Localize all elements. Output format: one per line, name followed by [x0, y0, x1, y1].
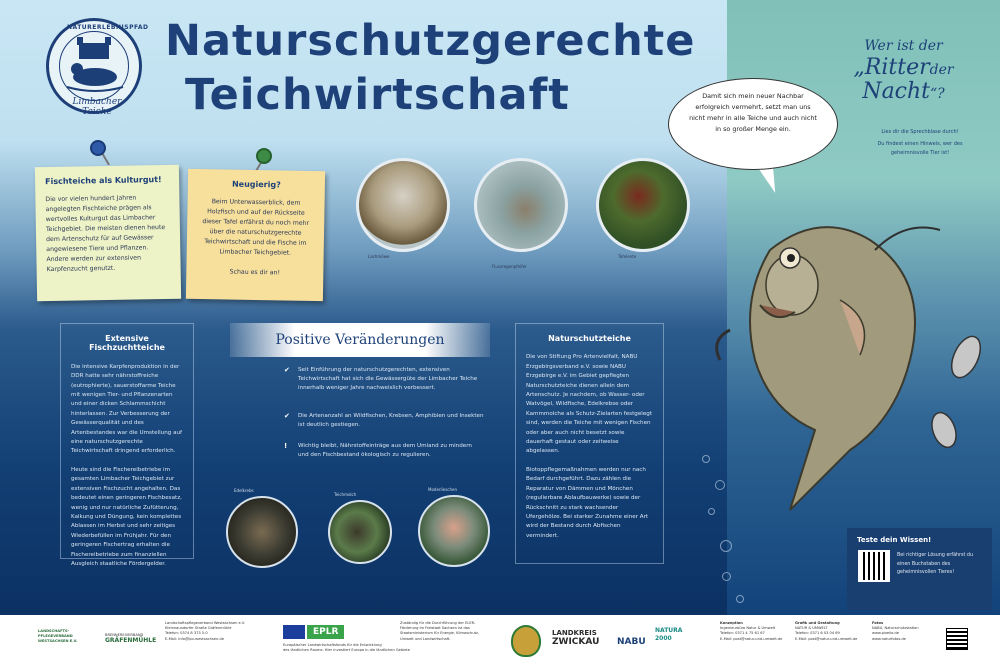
note-neugierig — [186, 169, 325, 301]
footer-text: Zuständig für die Durchführung der ELER- — [400, 621, 476, 625]
landkreis-zwickau-logo — [552, 629, 599, 647]
photo-caption: Flussregenpfeifer — [492, 264, 527, 269]
footer-text: www.naturfotos.de — [872, 636, 906, 641]
footer-text: Förderung im Freistaat Sachsen ist das — [400, 626, 470, 631]
box-naturschutz-paragraph-2: Biotoppflegemaßnahmen werden nur nach Bedarf durchgeführt. Dazu zählen die Reparatur von Dämmen und Mönchen (regulierbare Ablaufbauwerke) sowie der Rückschnitt zu stark wachsender Ufergehölze. Bei starker Zunahme einer Art wird der Bestand durch Abfischen vermindert. — [526, 466, 649, 539]
footer-text: Landschaftspflegeverband Westsachsen e.V. — [165, 621, 245, 625]
ritter-hint-1: Lies dir die Sprechblase durch! — [881, 129, 959, 135]
footer-text: NATUR & UMWELT — [795, 626, 828, 631]
natura2000-logo — [655, 627, 682, 643]
small-fish-icon — [938, 325, 998, 395]
positive-item — [284, 412, 484, 430]
footer-graefenmuehle-logo — [105, 633, 156, 643]
photo-plover — [474, 158, 568, 252]
footer-text: WESTSACHSEN E.V. — [38, 639, 78, 644]
box-extensive-paragraph-2: Heute sind die Fischereibetriebe im gesamten Limbacher Teichgebiet zur extensiven Fischzucht angehalten. Das bedeutet einen geringeren Fischbesatz, wenig und nur natürliche Zufütterung, Kalkung und Düngung, kein komplettes Ablassen im Herbst und sehr zeitiges Wiederbefüllen im Frühjahr. Für den geringeren Fischertrag erhalten die Fischereibetriebe zum finanziellen Ausgleich staatliche Fördergelder. — [71, 466, 182, 567]
title-line-1: Naturschutzgerechte — [165, 16, 696, 66]
nabu-logo: NABU — [617, 637, 646, 647]
ritter-line-3: Nacht — [862, 79, 931, 104]
quiz-text: Bei richtiger Lösung erfährst du einen Buchstaben des geheimnisvollen Tieres! — [897, 553, 974, 575]
blue-pin-icon — [92, 142, 104, 154]
note-kulturgut-heading: Fischteiche als Kulturgut! — [45, 175, 162, 187]
footer-text: ZWICKAU — [552, 637, 600, 647]
footer-text: Staatsministerium für Energie, Klimaschutz, — [400, 631, 480, 636]
footer-text: NATURA — [655, 627, 683, 634]
positive-item-text: Wichtig bleibt, Nährstoffeinträge aus dem Umland zu mindern und den Fischbestand ökologisch zu regulieren. — [298, 443, 472, 458]
box-naturschutz-paragraph-1: Die von Stiftung Pro Artenvielfalt, NABU Erzgebirgsverband e.V. sowie NABU Erzgebirge e.V. im Gebiet gepflegten Naturschutzteiche dienen allein dem Artenschutz. Je nachdem, ob Wasser- oder Watvögel, Wildfische, Edelkrebse oder Kammmolche als Schutz-Zielarten festgelegt sind, werden die Teiche mit wenigen Fischen oder aber auch nicht besetzt sowie dauerhaft gestaut oder zeitweise abgelassen. — [526, 354, 653, 455]
footer-text: des ländlichen Raums: Hier investiert Europa in die ländlichen Gebiete — [283, 648, 411, 653]
footer — [0, 615, 1000, 667]
ritter-word-1: „Ritter — [853, 55, 930, 80]
positive-banner — [230, 323, 490, 357]
ritter-line-1: Wer ist der — [864, 38, 943, 54]
footer-text: 2000 — [655, 635, 672, 642]
ritter-question — [846, 35, 961, 105]
footer-konzeption — [720, 621, 782, 642]
quiz-heading: Teste dein Wissen! — [857, 536, 932, 544]
footer-text: Telefon: 0371 4 75 61 67 — [720, 631, 765, 636]
photo-small-fish — [418, 495, 490, 567]
footer-fotos — [872, 621, 919, 642]
footer-text: GRÄFENMÜHLE — [105, 637, 157, 645]
green-pin-icon — [258, 150, 270, 162]
box-extensive-heading: Extensive Fischzuchtteiche — [89, 334, 165, 353]
park-logo — [46, 18, 149, 117]
footer-grafik — [795, 621, 857, 642]
footer-text: Telefon: 0371 6 03 04 69 — [795, 631, 840, 636]
eu-flag-icon — [283, 625, 305, 639]
coat-of-arms-icon — [511, 625, 541, 657]
box-extensive-paragraph-1: Die intensive Karpfenproduktion in der DDR hatte sehr nährstoffreiche (eutrophierte), sauerstoffarme Teiche mit wenigen Tier- und Pflanzenarten und einer dicken Schlammschicht hinterlassen. Zur Verbesserung der Gewässerqualität und des Artenbestandes war die Umstellung auf eine naturschutzgerechte Teichwirtschaft dringend erforderlich. — [71, 363, 183, 455]
exclamation-icon: ! — [284, 442, 288, 450]
note-neugierig-heading: Neugierig? — [231, 179, 281, 190]
photo-caption: Teichmolch — [334, 492, 357, 497]
quiz-box — [847, 528, 992, 610]
ritter-word-2: der — [929, 62, 954, 78]
positive-item-text: Seit Einführung der naturschutzgerechten, extensiven Teichwirtschaft hat sich die Gewässergüte der Limbacher Teiche innerhalb weniger Jahre nachweislich verbessert. — [298, 367, 478, 391]
logo-arc-top: NATURERLEBNISPFAD — [67, 24, 149, 31]
ritter-hint-2: Du findest einen Hinweis, wer des geheimnisvolle Tier ist! — [877, 141, 963, 156]
title-line-2: Teichwirtschaft — [185, 70, 570, 120]
footer-qr-code[interactable] — [946, 628, 968, 650]
photo-caption: Tafelente — [618, 254, 637, 259]
footer-text: PFLEGEVERBAND — [38, 634, 73, 639]
footer-text: Ingenieurbüro Natur & Umwelt — [720, 626, 776, 631]
footer-text: Konzeption — [720, 621, 743, 625]
footer-text: Umwelt und Landwirtschaft. — [400, 636, 451, 641]
page-title — [165, 14, 725, 122]
footer-text: LANDSCHAFTS- — [38, 629, 70, 633]
box-naturschutz-heading: Naturschutzteiche — [548, 334, 631, 343]
speech-bubble: Damit sich mein neuer Nachbar erfolgreich vermehrt, setzt man uns nicht mehr in alle Teiche und auch nicht in so großer Menge ein. — [668, 78, 838, 170]
note-kulturgut — [35, 165, 181, 301]
note-neugierig-closing: Schau es dir an! — [229, 268, 281, 277]
box-extensive-fischzucht — [60, 323, 194, 567]
footer-text: LANDKREIS — [552, 629, 597, 637]
eplr-logo: EPLR — [307, 625, 344, 639]
footer-eu-text — [283, 643, 410, 653]
logo-arc-bottom: Limbacher Teiche — [72, 97, 122, 117]
qr-code[interactable] — [858, 550, 890, 582]
photo-crayfish — [226, 496, 298, 568]
footer-text: E-Mail: post@natur-und-umwelt.de — [720, 636, 783, 641]
positive-heading: Positive Veränderungen — [275, 332, 445, 348]
footer-text: NABU, Naturschutzstation — [872, 626, 919, 631]
ritter-hints — [860, 128, 980, 158]
footer-text: E-Mail: post@natur-und-umwelt.de — [795, 636, 858, 641]
photo-caption: Lachmöwe — [368, 254, 390, 259]
carp-illustration — [700, 190, 970, 520]
box-naturschutzteiche — [515, 323, 664, 564]
footer-text: Grafik und Gestaltung — [795, 621, 840, 625]
footer-text: Fotos — [872, 621, 884, 625]
check-icon: ✔ — [284, 366, 290, 374]
photo-gull-nest — [356, 158, 450, 252]
note-kulturgut-text: Die vor vielen hundert Jahren angelegten Fischteiche prägen als wertvolles Kulturgut das Limbacher Teichgebiet. Die meisten dienen heute dem Artenschutz für auf Gewässer angewiesene Tiere und Pflanzen. Andere werden zur extensiven Karpfenzucht genutzt. — [45, 194, 166, 274]
photo-duck-flying — [596, 158, 690, 252]
small-fish-icon — [922, 402, 972, 462]
photo-caption: Moderlieschen — [428, 487, 458, 492]
ritter-end: “? — [930, 86, 945, 102]
positive-item — [284, 442, 484, 460]
footer-lpv-logo — [38, 629, 77, 645]
footer-text: Europäischer Landwirtschaftsfonds für die Entwicklung — [283, 643, 382, 647]
footer-text: Kleinnaundorfer Straße Gräfenmühle — [165, 626, 232, 631]
footer-text: Telefon: 0374 8 373 5-0 — [165, 631, 208, 636]
footer-text: BRENNEREIVERBAND — [105, 633, 144, 637]
footer-address-lpv — [165, 621, 245, 642]
photo-newt — [328, 500, 392, 564]
check-icon: ✔ — [284, 412, 290, 420]
positive-item — [284, 366, 484, 393]
footer-eler-text — [400, 621, 479, 642]
photo-caption: Edelkrebs — [234, 488, 254, 493]
positive-item-text: Die Artenanzahl an Wildfischen, Krebsen, Amphibien und Insekten ist deutlich gestiegen. — [298, 413, 484, 428]
footer-text: E-Mail: info@lpv-westsachsen.de — [165, 636, 224, 641]
footer-text: www.pixelio.de — [872, 631, 899, 636]
note-neugierig-text: Beim Unterwasserblick, dem Holzfisch und auf der Rückseite dieser Tafel erfährst du noch mehr über die naturschutzgerechte Teichwirtschaft und die Fische im Limbacher Teichgebiet. — [202, 198, 310, 257]
